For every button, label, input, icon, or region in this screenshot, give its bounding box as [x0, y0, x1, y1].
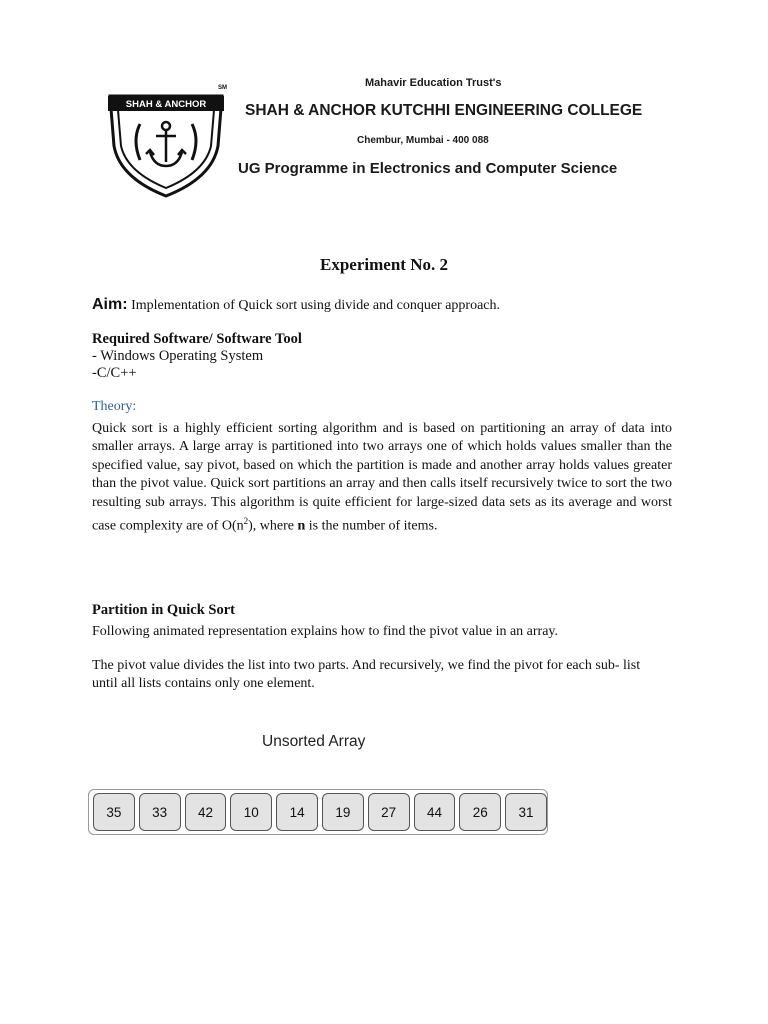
array-cell: 19: [322, 793, 364, 831]
theory-heading: Theory:: [92, 399, 137, 414]
partition-paragraph-1: Following animated representation explains how to find the pivot value in an array.: [92, 624, 559, 639]
array-cell: 27: [368, 793, 410, 831]
aim-text: Implementation of Quick sort using divide and conquer approach.: [127, 298, 501, 313]
unsorted-array: [88, 789, 548, 835]
partition-paragraph-2: The pivot value divides the list into two parts. And recursively, we find the pivot for each sub- list until all lists contains only one element.: [92, 658, 641, 691]
theory-text-mid: ), where: [248, 518, 298, 534]
array-cell: 10: [230, 793, 272, 831]
college-logo: [104, 76, 228, 200]
array-cell: 31: [505, 793, 547, 831]
aim-line: [92, 296, 500, 314]
theory-paragraph: [92, 420, 672, 536]
college-name: SHAH & ANCHOR KUTCHHI ENGINEERING COLLEGE: [245, 102, 643, 119]
college-address: Chembur, Mumbai - 400 088: [357, 135, 489, 146]
aim-label: Aim:: [92, 296, 128, 313]
theory-text-end: is the number of items.: [305, 518, 438, 534]
programme-name: UG Programme in Electronics and Computer Science: [238, 160, 618, 177]
theory-superscript: 2: [243, 516, 249, 527]
partition-heading: Partition in Quick Sort: [92, 602, 235, 618]
array-cell: 44: [414, 793, 456, 831]
theory-bold: n: [297, 518, 306, 534]
array-cell: 42: [185, 793, 227, 831]
array-cell: 26: [459, 793, 501, 831]
experiment-title: Experiment No. 2: [320, 255, 448, 274]
trust-name: Mahavir Education Trust's: [365, 77, 502, 89]
array-cell: 14: [276, 793, 318, 831]
theory-text: Quick sort is a highly efficient sorting algorithm and is based on partitioning an array of data into smaller arrays. A large array is partitioned into two arrays one of which holds values smaller than the specified value, say pivot, based on which the partition is made and another array holds values greater than the pivot value. Quick sort partitions an array and then calls itself recursively twice to sort the two resulting sub arrays. This algorithm is quite efficient for large-sized data sets as its average and worst case complexity are of O(n: [92, 421, 672, 534]
array-cell: 33: [139, 793, 181, 831]
software-section: [92, 331, 302, 382]
logo-text: SHAH & ANCHOR: [125, 99, 207, 110]
array-cell: 35: [93, 793, 135, 831]
array-title: Unsorted Array: [262, 733, 366, 750]
software-heading: Required Software/ Software Tool: [92, 331, 302, 347]
svg-text:SM: SM: [218, 85, 227, 91]
software-item: - Windows Operating System: [92, 348, 264, 364]
software-item: -C/C++: [92, 365, 137, 381]
